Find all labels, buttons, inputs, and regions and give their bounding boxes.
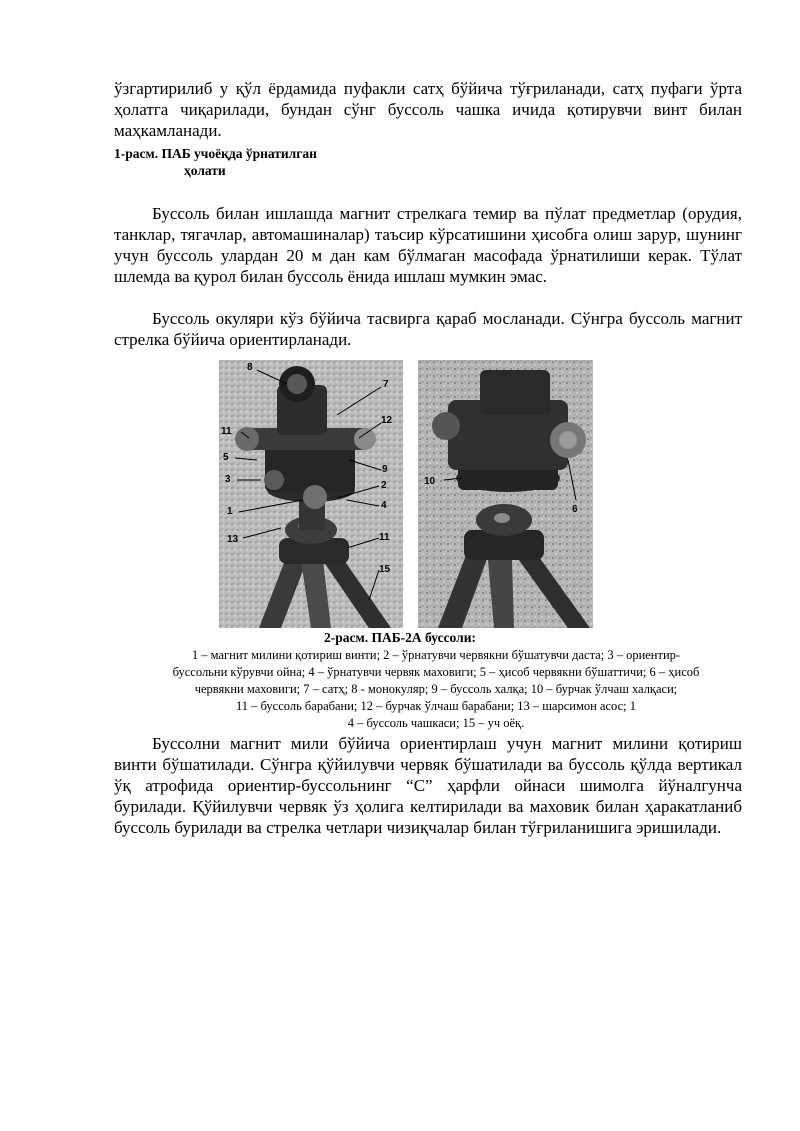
legend-line: буссольни кўрувчи ойна; 4 – ўрнатувчи червяк маховиги; 5 – ҳисоб червякни бўшаттичи; 6 – ҳисоб (172, 665, 700, 679)
paragraph-2: Буссоль билан ишлашда магнит стрелкага темир ва пўлат предметлар (орудия, танклар, тягачлар, автомашиналар) таъсир кўрсатишини ҳисобга олиш зарур, шунинг учун буссоль улардан 20 м дан кам бўлмаган масофада ўрнатилиши керак. Тўлат шлемда ва қурол билан буссоль ёнида ишлаш мумкин эмас. (114, 204, 742, 286)
callout-label: 13 (227, 534, 239, 545)
figure2-title: 2-расм. ПАБ-2А буссоли: (324, 630, 476, 645)
callout-label: 10 (424, 476, 436, 487)
compass-photo-right (418, 360, 593, 628)
paragraph-4: Буссолни магнит мили бўйича ориентирлаш учун магнит милини қотириш винти бўшатилади. Сўнгра қўйилувчи червяк бўшатилади ва буссоль қўлда вертикал ўқ атрофида ориентир-буссольнинг “С” ҳарфли ойнаси шимолга йўналгунча бурилади. Қўйилувчи червяк ўз ҳолига келтирилади ва маховик билан ҳаракатланиб буссоль бурилади ва стрелка четлари чизиқчалар билан тўғриланишига эришилади. (114, 734, 742, 837)
callout-label: 4 (381, 500, 387, 511)
callout-label: 2 (381, 480, 387, 491)
callout-label: 12 (381, 415, 393, 426)
callout-label: 6 (572, 504, 578, 515)
legend-line: 11 – буссоль барабани; 12 – бурчак ўлчаш барабани; 13 – шарсимон асос; 1 (236, 699, 636, 713)
callout-label: 5 (223, 452, 229, 463)
figure1-caption-line2: ҳолати (184, 163, 226, 178)
callout-label: 11 (379, 532, 390, 543)
callout-label: 1 (227, 506, 233, 517)
callout-label: 15 (379, 564, 391, 575)
callout-label: 11 (221, 426, 232, 437)
legend-line: 1 – магнит милини қотириш винти; 2 – ўрнатувчи червякни бўшатувчи даста; 3 – ориентир- (191, 648, 681, 662)
legend-line: червякни маховиги; 7 – сатҳ; 8 - монокуляр; 9 – буссоль халқа; 10 – бурчак ўлчаш халқаси; (194, 682, 678, 696)
figure1-caption-line1: 1-расм. ПАБ учоёқда ўрнатилган (114, 146, 317, 161)
callout-label: 8 (247, 362, 253, 373)
compass-photo-left (219, 360, 403, 628)
callout-label: 7 (383, 379, 389, 390)
paragraph-1: ўзгартирилиб у қўл ёрдамида пуфакли сатҳ бўйича тўғриланади, сатҳ пуфаги ўрта ҳолатга чиқарилади, бундан сўнг буссоль чашка ичида қотирувчи винт билан маҳкамланади. (114, 79, 742, 140)
callout-label: 9 (382, 464, 388, 475)
legend-line: 4 – буссоль чашкаси; 15 – уч оёқ. (347, 716, 525, 730)
figure2-legend (130, 647, 742, 732)
paragraph-3: Буссоль окуляри кўз бўйича тасвирга қараб мосланади. Сўнгра буссоль магнит стрелка бўйича ориентирланади. (114, 309, 742, 349)
callout-label: 3 (225, 474, 231, 485)
